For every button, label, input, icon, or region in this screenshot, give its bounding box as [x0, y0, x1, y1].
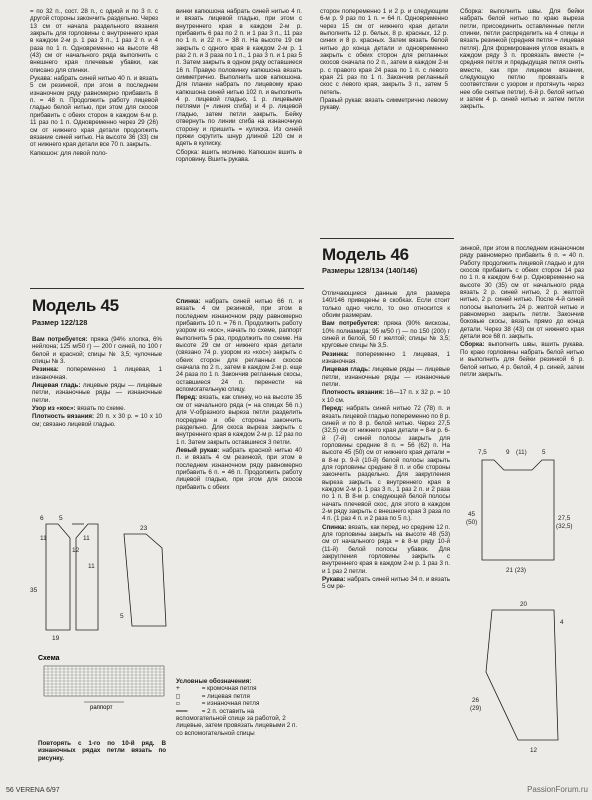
text-block: Отличающиеся данные для размера 140/146 приведены в скобках. Если стоит только одно число, то оно относится к обоим размерам. — [322, 290, 450, 320]
measure-label: 20 — [520, 601, 528, 608]
measure-label: 23 — [140, 525, 148, 532]
legend — [176, 678, 304, 737]
text-block: Вам потребуется: пряжа (90% вискозы, 10% полиамида; 95 м/50 г) — по 150 (200) г синей и белой, 50 г желтой; спицы № 3,5; круговые спицы № 3,5. — [322, 320, 450, 350]
legend-title: Условные обозначения: — [176, 678, 252, 685]
sleeve-outline — [486, 610, 558, 740]
divider — [320, 238, 454, 239]
model-46-pattern-diagram — [462, 440, 588, 770]
measure-label: (32,5) — [556, 523, 573, 530]
text-block: = по 32 п., сост. 28 п., с одной и по 3 п. с другой стороны закончить раздельно. Через 13 см от начала раздельного вязания закрыть для горловины с внутреннего края в каждом 2-м р. 1 раз 3 п., 1 раз 2 п. и 4 раза по 1 п. Одновременно на высоте 48 (43) см от начального ряда выполнить с внешнего края плечевые убавки, как описано для спинки. — [30, 8, 158, 74]
measure-label: (11) — [516, 449, 527, 456]
legend-item — [176, 693, 304, 700]
legend-symbol: ▭ — [176, 700, 180, 708]
text-block: Рукава: набрать синей нитью 40 п. и вязать 5 см резинкой, при этом в последнем изнаночном ряду равномерно прибавить 8 п. = 48 п. Продолжить работу лицевой гладью белой нитью, при этом для скосов прибавить с обеих сторон в каждом 6-м р. 11 раз по 1 п. Одновременно через 29 (26) см от нижнего края детали продолжить вязание синей нитью. На высоте 36 (33) см от нижнего края детали все 70 п. закрыть. — [30, 75, 158, 149]
text-block: винки капюшона набрать синей нитью 4 п. и вязать лицевой гладью, при этом с внутреннего края в каждом 2-м р. прибавить 6 раз по 2 п. и 1 раз 3 п., 11 раз по 1 п. и 22 п. = 38 п. На высоте 19 см закрыть с одного края в каждом 2-м р. 1 раз 2 п. и 3 раза по 1 п., 1 раз 3 п. и 1 раз 5 п. Затем закрыть в одном ряду оставшиеся 16 п. Правую половинку капюшона вязать симметрично. Выполнить шов капюшона. Для планки набрать по лицевому краю капюшона синей нитью 102 п. и выполнить 4 р. лицевой гладью, 1 р. лицевыми петлями (= линия сгиба) и 4 р. лицевой гладью, затем петли закрыть. Бейку отвернуть по линии сгиба на изнаночную сторону и пришить = кулиска. Из синей пряжи скрутить шнур длиной 120 см и вдеть в кулиску. — [176, 8, 302, 148]
measure-label: 27,5 — [558, 515, 571, 522]
model-45-col-1 — [32, 336, 162, 429]
text-block: сторон попеременно 1 и 2 р. и следующим 6-м р. 9 раз по 1 п. = 64 п. Одновременно через 15 см от нижнего края детали выполнить 12 р. белых, 8 р. красных, 12 р. синих и 8 р. красных. Затем вязать белой нитью до конца детали и одновременно закрыть с обеих сторон для регланных скосов сначала по 2 п., затем в каждом 2-м р. с правого края 24 раза по 1 п. с левого края 21 раз по 1 п. Закончив регланный скос с левого края, закрыть 3 п., затем 5 петель. — [320, 8, 448, 96]
measure-label: 45 — [468, 511, 476, 518]
measure-label: 5 — [542, 449, 546, 456]
measure-label: 6 — [40, 515, 44, 522]
measure-label: 12 — [72, 547, 80, 554]
measure-label: 5 — [120, 613, 124, 620]
text-block: Рукава: набрать синей нитью 34 п. и вязать 5 см ре- — [322, 576, 450, 591]
text-block: Капюшон: для левой поло- — [30, 149, 108, 157]
text-block: Сборка: вшить молнию. Капюшон вшить в горловину. Вшить рукава. — [176, 148, 302, 163]
text-block: Плотность вязания: 16—17 п. х 32 р. = 10 х 10 см. — [322, 389, 450, 404]
text-block: Плотность вязания: 20 п. х 30 р. = 10 х 10 см; связано лицевой гладью. — [32, 413, 163, 428]
text-block: Резинка: попеременно 1 лицевая, 1 изнаночная. — [32, 366, 162, 381]
model-46-col-3 — [322, 290, 450, 592]
text-block: Спинка: вязать, как перед, но средние 12 п. для горловины закрыть на высоте 48 (53) см от начального ряда = в 8-м ряду 10-й (11-й) белой полосы убавок. Для закругления горловины закрыть с внутреннего края в каждом 2-м р. 1 раз 3 п. и 1 раз 2 петли. — [322, 523, 450, 575]
model-46-size: Размеры 128/134 (140/146) — [322, 266, 418, 275]
text-block: Узор из «кос»: вязать по схеме. — [32, 405, 126, 413]
text-block: Вам потребуется: пряжа (94% хлопка, 6% нейлона; 125 м/50 г) — 200 г синей, по 100 г белой и красной; спицы № 3,5; чулочные спицы № 3. — [32, 336, 162, 366]
measure-label: 11 — [40, 535, 47, 542]
text-block: Резинка: попеременно 1 лицевая, 1 изнаночная. — [322, 350, 450, 366]
rapport-label: раппорт — [90, 705, 113, 711]
text-block: Сборка: выполнить швы. Для бейки набрать белой нитью по краю выреза петли, присоединить оставленные петли спинки, петли распределить на 4 спицы и вязать резинкой (средняя петля = лицевая петля). Для формирования углов вязать в каждом ряду 3 п. провязать вместе (= средняя петля и предыдущая петля снять вместе, как при лицевом вязании, следующую петлю провязать в соответствии с узором и протянуть через нее обе снятые петли). 6-й р. белой нитью и затем 4 р. синей нитью и затем петли закрыть. — [460, 8, 584, 111]
legend-symbol: ═══ — [176, 707, 188, 715]
legend-symbol: + — [176, 685, 180, 693]
legend-text: = изнаночная петля — [200, 700, 260, 708]
measure-label: 5 — [59, 515, 63, 522]
measure-label: 11 — [83, 535, 90, 542]
watermark: PassionForum.ru — [527, 785, 588, 794]
legend-item — [176, 708, 304, 738]
body-outline — [46, 524, 70, 630]
model-45-pattern-diagram — [28, 510, 174, 730]
model-45-size: Размер 122/128 — [32, 318, 88, 327]
measure-label: 12 — [530, 747, 538, 754]
divider — [30, 288, 304, 289]
column-1-top — [30, 8, 158, 158]
legend-text: = лицевая петля — [200, 692, 250, 700]
schema-label: Схема — [38, 655, 60, 662]
text-block: зинкой, при этом в последнем изнаночном ряду равномерно прибавить 6 п. = 40 п. Работу продолжить лицевой гладью и для скосов прибавить с обеих сторон 14 раз по 1 п. в каждом 6-м р. Одновременно на высоте 30 (35) см от начального ряда вязать 2 р. синей нитью, 2 р. желтой нитью, 2 р. синей нитью. После 4-й синей полосы выполнить 24 р. желтой нитью и равномерно закрыть петли. Закончив боковые скосы, вязать прямо до конца детали. Через 38 (43) см от нижнего края детали все 68 п. закрыть. — [460, 245, 584, 341]
column-4-top — [460, 8, 584, 112]
schema-note — [38, 740, 166, 763]
front-outline — [482, 460, 554, 560]
legend-item — [176, 700, 304, 707]
column-2-top — [176, 8, 302, 164]
text-block: Перед: набрать синей нитью 72 (78) п. и вязать лицевой гладью попеременно по 8 р. синей и по 8 р. белой нитью. Через 27,5 (32,5) см от нижнего края детали = 8-м р. 6-й (7-й) синей полосы закрыть для горловины средние 8 п. = 56 (62) п. На высоте 45 (50) см от нижнего края детали = в 8-м р. 9-й (10-й) белой полосы закрыть для горловины средние 8 п. и обе стороны закончить раздельно. Для закругления выреза закрыть с внутреннего края в каждом 2-м р. 1 раз 3 п., 1 раз 2 п. и 2 раза по 1 п. В 8-м р. следующей белой полосы начать плечевой скос, для этого в каждом 2-м ряду закрыть с внешнего края 3 раза по 4 п. (1 раз 4 п. и 2 раза по 5 п.). — [322, 405, 450, 523]
measure-label: 19 — [52, 635, 60, 642]
legend-text: = 2 п. оставить на вспомогательной спице за работой, 2 лицевые, затем провязать лицевыми 2 п. со вспомогательной спицы — [176, 707, 298, 737]
legend-item — [176, 685, 304, 692]
measure-label: 35 — [30, 587, 38, 594]
model-45-col-2 — [176, 298, 302, 492]
text-block: Правый рукав: вязать симметрично левому рукаву. — [320, 97, 448, 112]
page-footer: 56 VERENA 6/97 — [6, 787, 60, 794]
measure-label: 11 — [88, 563, 95, 570]
text-block: Сборка: выполнить швы, вшить рукава. По краю горловины набрать белой нитью и выполнить для бейки резинкой 6 р. белой нитью, 4 р. белой, 4 р. синей, затем петли закрыть. — [460, 341, 584, 378]
sleeve-outline — [124, 534, 166, 626]
text-block: Перед: вязать, как спинку, но на высоте 35 см от начального ряда (= на спицах 56 п.) для V-образного выреза петли разделить посредине и обе стороны закончить раздельно. Для скоса выреза закрыть с внутреннего края в каждом 2-м р. 12 раз по 1 п. Затем закрыть оставшиеся 3 петли. — [176, 394, 302, 446]
measure-label: 21 (23) — [506, 567, 526, 574]
measure-label: (29) — [470, 705, 482, 712]
model-46-col-4 — [460, 245, 584, 379]
model-45-title: Модель 45 — [32, 296, 119, 315]
text-block: Лицевая гладь: лицевые ряды — лицевые петли, изнаночные ряды — изнаночные петли. — [322, 366, 450, 389]
text-block: Спинка: набрать синей нитью 66 п. и вязать 4 см резинкой, при этом в последнем изнаночном ряду равномерно прибавить 10 п. = 76 п. Продолжить работу узором из «кос», начать по схеме, раппорт выполнить 5 раз, продолжить по схеме. На высоте 29 см от нижнего края детали (связано 74 р. узором из «кос») закрыть с обеих сторон для регланных скосов сначала по 2 п., затем в каждом 2-м р. еще 24 раза по 1 п. Закончив регланные скосы, оставшиеся 24 п. перенести на вспомогательную спицу. — [176, 298, 302, 394]
text-block: Левый рукав: набрать красной нитью 40 п. и вязать 4 см резинкой, при этом в последнем изнаночном ряду равномерно прибавить 6 п. = 46 п. Продолжить работу лицевой гладью, при этом для скосов прибавить с обеих — [176, 446, 303, 491]
schema-note-text: Повторять с 1-го по 10-й ряд. В изнаночных рядах петли вязать по рисунку. — [38, 740, 166, 762]
measure-label: 26 — [472, 697, 480, 704]
measure-label: 7,5 — [478, 449, 487, 456]
text-block: Лицевая гладь: лицевые ряды — лицевые петли, изнаночные ряды — изнаночные петли. — [32, 382, 162, 404]
column-3-top — [320, 8, 448, 113]
measure-label: 9 — [506, 449, 510, 456]
model-46-title: Модель 46 — [322, 245, 409, 264]
legend-symbol: □ — [176, 692, 180, 700]
measure-label: (50) — [466, 519, 478, 526]
legend-text: = кромочная петля — [200, 685, 257, 693]
measure-label: 4 — [560, 619, 564, 626]
